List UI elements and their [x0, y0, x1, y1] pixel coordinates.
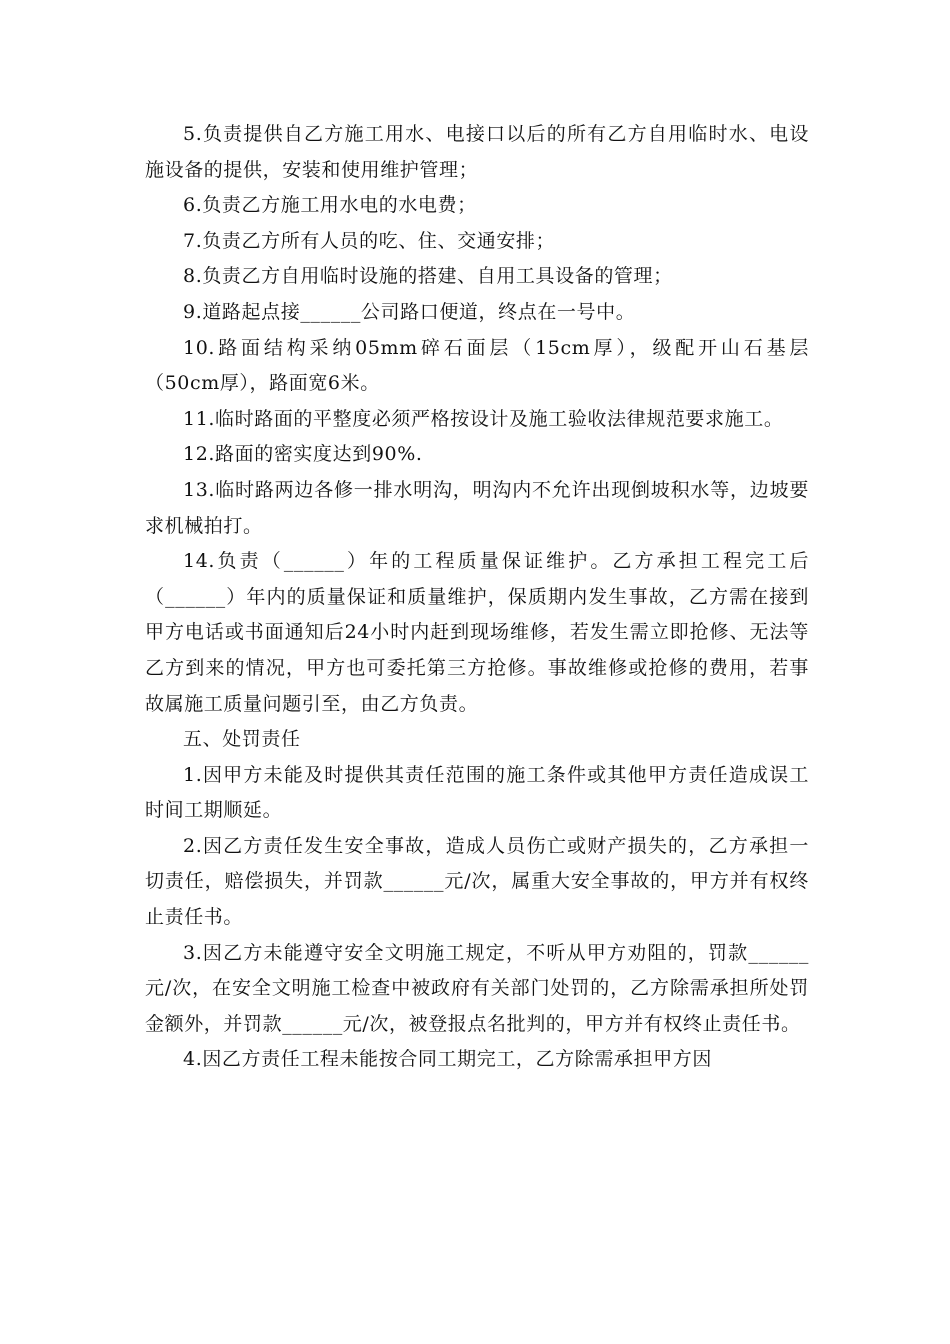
paragraph-8: 8.负责乙方自用临时设施的搭建、自用工具设备的管理；: [183, 265, 673, 288]
paragraph-13: 13.临时路两边各修一排水明沟，明沟内不允许出现倒坡积水等，边坡要求机械拍打。: [145, 478, 809, 537]
paragraph-9: 9.道路起点接______公司路口便道，终点在一号中。: [183, 300, 636, 323]
paragraph-11: 11.临时路面的平整度必须严格按设计及施工验收法律规范要求施工。: [183, 407, 784, 430]
paragraph-5: 5.负责提供自乙方施工用水、电接口以后的所有乙方自用临时水、电设施设备的提供，安装和使用维护管理；: [145, 123, 809, 181]
paragraph-6: 6.负责乙方施工用水电的水电费；: [183, 194, 477, 217]
paragraph-14: 14.负责（______）年的工程质量保证维护。乙方承担工程完工后（______）年内的质量保证和质量维护，保质期内发生事故，乙方需在接到甲方电话或书面通知后24小时内赶到现场维修，若发生需立即抢修、无法等乙方到来的情况，甲方也可委托第三方抢修。事故维修或抢修的费用，若事故属施工质量问题引至，由乙方负责。: [145, 550, 809, 715]
paragraph-7: 7.负责乙方所有人员的吃、住、交通安排；: [183, 229, 556, 252]
paragraph-12: 12.路面的密实度达到90%.: [183, 443, 423, 466]
penalty-item-2: 2.因乙方责任发生安全事故，造成人员伤亡或财产损失的，乙方承担一切责任，赔偿损失，并罚款______元/次，属重大安全事故的，甲方并有权终止责任书。: [145, 834, 809, 929]
document-body: [145, 117, 809, 1078]
penalty-item-4: 4.因乙方责任工程未能按合同工期完工，乙方除需承担甲方因: [183, 1048, 712, 1071]
penalty-item-3: 3.因乙方未能遵守安全文明施工规定，不听从甲方劝阻的，罚款______元/次，在安全文明施工检查中被政府有关部门处罚的，乙方除需承担所处罚金额外，并罚款______元/次，被登报点名批判的，甲方并有权终止责任书。: [145, 941, 809, 1035]
penalty-item-1: 1.因甲方未能及时提供其责任范围的施工条件或其他甲方责任造成误工时间工期顺延。: [145, 763, 809, 822]
paragraph-10: 10.路面结构采纳05mm碎石面层（15cm厚），级配开山石基层（50cm厚），路面宽6米。: [145, 336, 809, 395]
section-heading-penalty: 五、处罚责任: [183, 728, 301, 751]
